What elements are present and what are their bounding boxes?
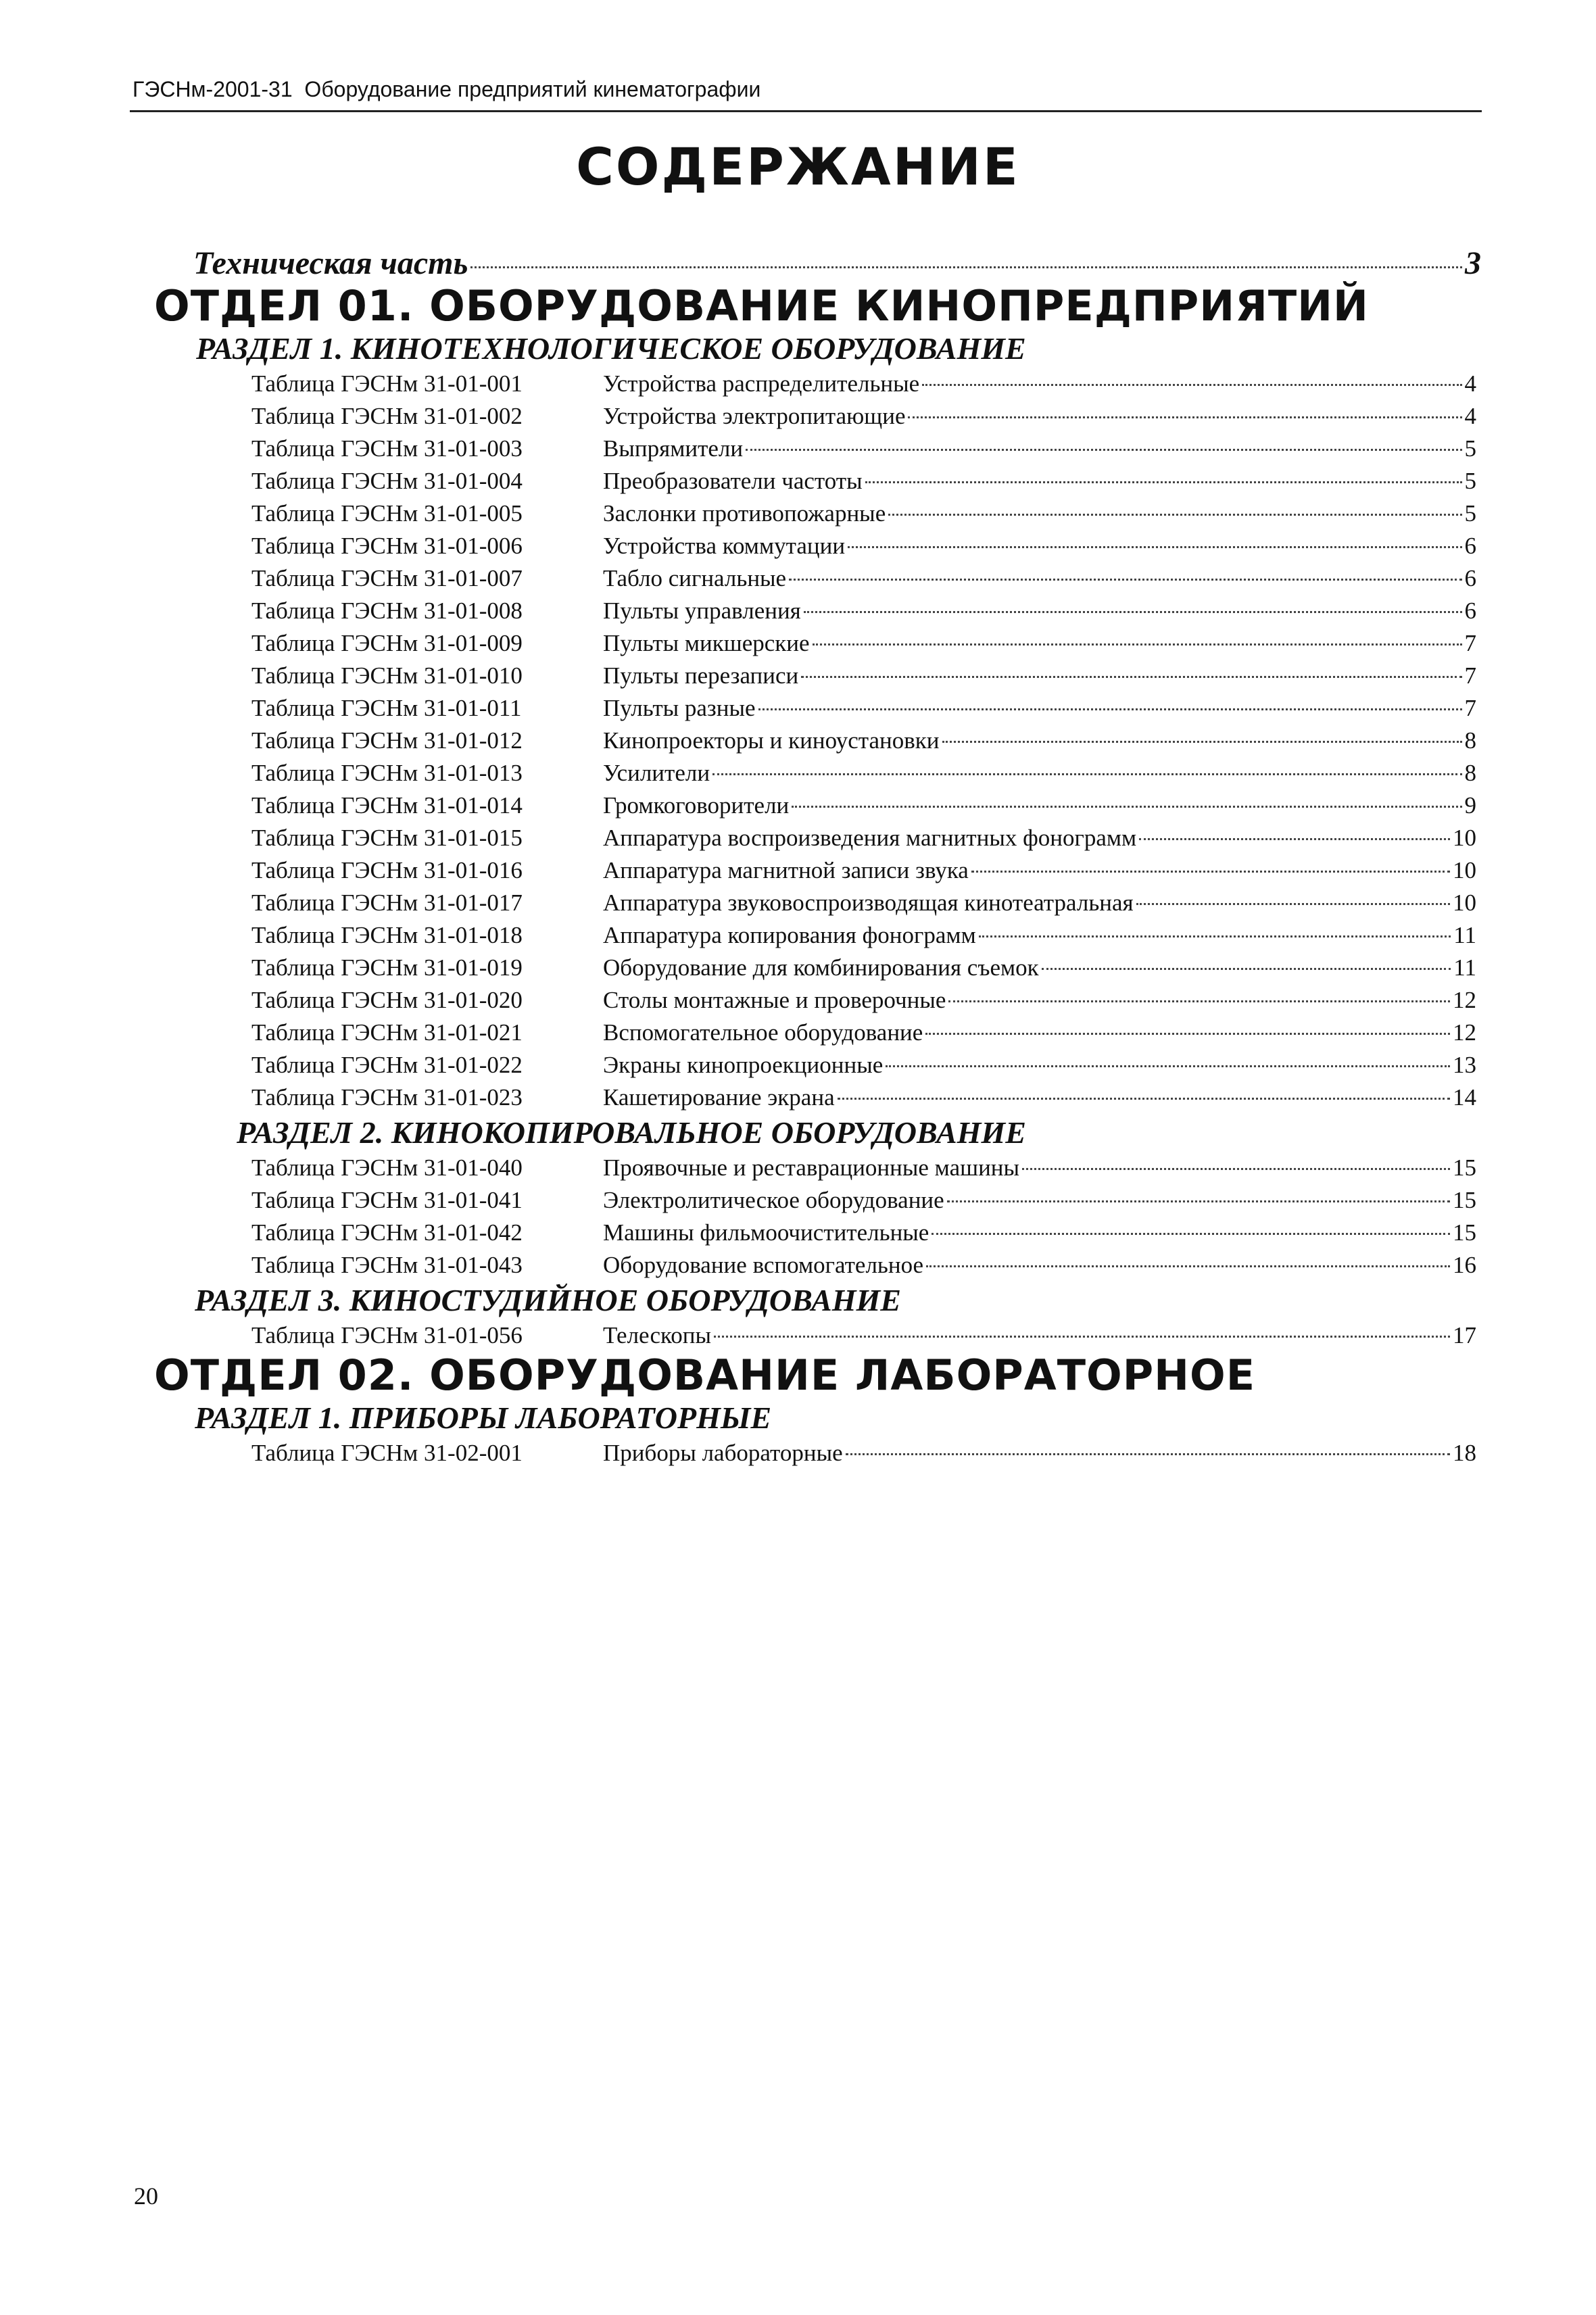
toc-entry[interactable] — [251, 1017, 1476, 1049]
dot-leader — [925, 1033, 1450, 1035]
dot-leader — [804, 611, 1462, 613]
dot-leader — [971, 871, 1450, 873]
entry-title: Выпрямители — [603, 435, 744, 462]
page-number: 20 — [134, 2183, 158, 2210]
entry-title: Кашетирование экрана — [603, 1084, 835, 1111]
entry-table-code: Таблица ГЭСНм 31-01-005 — [251, 500, 523, 527]
running-header: ГЭСНм-2001-31 Оборудование предприятий кинематографии — [132, 77, 761, 101]
dot-leader — [932, 1233, 1450, 1235]
entry-title: Вспомогательное оборудование — [603, 1019, 923, 1046]
entry-page-number: 5 — [1464, 500, 1476, 527]
toc-entry[interactable] — [251, 660, 1476, 692]
entry-table-code: Таблица ГЭСНм 31-01-010 — [251, 662, 523, 689]
entry-table-code: Таблица ГЭСНм 31-01-008 — [251, 598, 523, 624]
entry-table-code: Таблица ГЭСНм 31-01-040 — [251, 1154, 523, 1181]
entry-title: Пульты разные — [603, 695, 756, 721]
dot-leader — [801, 676, 1461, 678]
table-of-contents — [0, 245, 1596, 1469]
entry-table-code: Таблица ГЭСНм 31-01-018 — [251, 922, 523, 948]
toc-entry[interactable] — [251, 368, 1476, 400]
toc-intro-label: Техническая часть — [193, 245, 468, 281]
toc-entry[interactable] — [251, 465, 1476, 497]
entry-table-code: Таблица ГЭСНм 31-01-013 — [251, 760, 523, 786]
dot-leader — [470, 266, 1462, 268]
entry-page-number: 5 — [1464, 435, 1476, 462]
entry-title: Электролитическое оборудование — [603, 1187, 944, 1213]
toc-entry[interactable] — [251, 1184, 1476, 1217]
entry-page-number: 16 — [1453, 1252, 1476, 1278]
dot-leader — [846, 1453, 1450, 1455]
toc-entry[interactable] — [251, 1081, 1476, 1114]
toc-entry[interactable] — [251, 822, 1476, 854]
entry-table-code: Таблица ГЭСНм 31-01-017 — [251, 890, 523, 916]
dot-leader — [838, 1098, 1450, 1100]
entry-title: Табло сигнальные — [603, 565, 787, 591]
header-rule — [130, 110, 1482, 112]
dot-leader — [813, 643, 1462, 645]
toc-entry[interactable] — [251, 952, 1476, 984]
dot-leader — [888, 514, 1461, 516]
entry-page-number: 15 — [1453, 1154, 1476, 1181]
entry-title: Устройства распределительные — [603, 370, 920, 397]
toc-entry[interactable] — [251, 562, 1476, 595]
section-heading: РАЗДЕЛ 1. ПРИБОРЫ ЛАБОРАТОРНЫЕ — [195, 1400, 772, 1435]
toc-entry[interactable] — [251, 1437, 1476, 1469]
toc-entry[interactable] — [251, 433, 1476, 465]
entry-page-number: 10 — [1453, 857, 1476, 883]
toc-entry[interactable] — [251, 530, 1476, 562]
entry-table-code: Таблица ГЭСНм 31-01-041 — [251, 1187, 523, 1213]
entry-table-code: Таблица ГЭСНм 31-01-015 — [251, 825, 523, 851]
entry-title: Заслонки противопожарные — [603, 500, 886, 527]
entry-table-code: Таблица ГЭСНм 31-01-003 — [251, 435, 523, 462]
entry-page-number: 17 — [1453, 1322, 1476, 1348]
entry-title: Устройства электропитающие — [603, 403, 906, 429]
entry-page-number: 7 — [1464, 695, 1476, 721]
page-title: СОДЕРЖАНИЕ — [576, 137, 1020, 197]
dot-leader — [947, 1200, 1450, 1202]
toc-entry[interactable] — [251, 1217, 1476, 1249]
entry-title: Преобразователи частоты — [603, 468, 863, 494]
entry-title: Усилители — [603, 760, 710, 786]
dot-leader — [948, 1000, 1450, 1002]
dot-leader — [1139, 838, 1450, 840]
entry-page-number: 8 — [1464, 760, 1476, 786]
entry-table-code: Таблица ГЭСНм 31-01-021 — [251, 1019, 523, 1046]
toc-entry[interactable] — [251, 692, 1476, 725]
entry-table-code: Таблица ГЭСНм 31-01-012 — [251, 727, 523, 754]
entry-table-code: Таблица ГЭСНм 31-01-043 — [251, 1252, 523, 1278]
toc-entry[interactable] — [251, 627, 1476, 660]
toc-entry[interactable] — [251, 757, 1476, 789]
entry-page-number: 12 — [1453, 1019, 1476, 1046]
entry-page-number: 7 — [1464, 662, 1476, 689]
entry-title: Кинопроекторы и киноустановки — [603, 727, 940, 754]
entry-title: Устройства коммутации — [603, 533, 846, 559]
toc-intro-page: 3 — [1465, 245, 1481, 281]
toc-entry[interactable] — [251, 1249, 1476, 1282]
entry-table-code: Таблица ГЭСНм 31-01-009 — [251, 630, 523, 656]
entry-page-number: 11 — [1453, 954, 1476, 981]
entry-table-code: Таблица ГЭСНм 31-01-019 — [251, 954, 523, 981]
dot-leader — [1022, 1168, 1450, 1170]
entry-page-number: 6 — [1464, 565, 1476, 591]
entry-title: Экраны кинопроекционные — [603, 1052, 884, 1078]
dot-leader — [926, 1265, 1450, 1267]
entry-table-code: Таблица ГЭСНм 31-01-006 — [251, 533, 523, 559]
entry-table-code: Таблица ГЭСНм 31-01-042 — [251, 1219, 523, 1246]
toc-intro-line[interactable] — [193, 245, 1481, 283]
dot-leader — [712, 773, 1461, 775]
toc-entry[interactable] — [251, 1319, 1476, 1352]
entry-table-code: Таблица ГЭСНм 31-01-004 — [251, 468, 523, 494]
entry-page-number: 15 — [1453, 1187, 1476, 1213]
dot-leader — [789, 579, 1461, 581]
toc-entry[interactable] — [251, 1152, 1476, 1184]
entry-page-number: 10 — [1453, 825, 1476, 851]
section-heading: РАЗДЕЛ 1. КИНОТЕХНОЛОГИЧЕСКОЕ ОБОРУДОВАНИЕ — [196, 331, 1026, 366]
department-heading: ОТДЕЛ 01. ОБОРУДОВАНИЕ КИНОПРЕДПРИЯТИЙ — [154, 281, 1369, 331]
entry-page-number: 11 — [1453, 922, 1476, 948]
entry-title: Громкоговорители — [603, 792, 790, 819]
entry-title: Аппаратура копирования фонограмм — [603, 922, 976, 948]
entry-page-number: 14 — [1453, 1084, 1476, 1111]
dot-leader — [746, 449, 1461, 451]
entry-page-number: 13 — [1453, 1052, 1476, 1078]
entry-title: Телескопы — [603, 1322, 711, 1348]
entry-page-number: 18 — [1453, 1440, 1476, 1466]
entry-table-code: Таблица ГЭСНм 31-01-002 — [251, 403, 523, 429]
entry-title: Пульты управления — [603, 598, 801, 624]
entry-page-number: 4 — [1464, 370, 1476, 397]
entry-table-code: Таблица ГЭСНм 31-02-001 — [251, 1440, 523, 1466]
dot-leader — [792, 806, 1461, 808]
entry-page-number: 6 — [1464, 533, 1476, 559]
dot-leader — [848, 546, 1461, 548]
toc-entry[interactable] — [251, 1049, 1476, 1081]
section-heading: РАЗДЕЛ 3. КИНОСТУДИЙНОЕ ОБОРУДОВАНИЕ — [195, 1283, 901, 1317]
dot-leader — [714, 1336, 1450, 1338]
entry-title: Проявочные и реставрационные машины — [603, 1154, 1020, 1181]
entry-title: Аппаратура магнитной записи звука — [603, 857, 969, 883]
entry-page-number: 8 — [1464, 727, 1476, 754]
entry-page-number: 9 — [1464, 792, 1476, 819]
toc-entry[interactable] — [251, 984, 1476, 1017]
entry-table-code: Таблица ГЭСНм 31-01-014 — [251, 792, 523, 819]
entry-table-code: Таблица ГЭСНм 31-01-023 — [251, 1084, 523, 1111]
entry-title: Оборудование для комбинирования съемок — [603, 954, 1039, 981]
entry-table-code: Таблица ГЭСНм 31-01-016 — [251, 857, 523, 883]
entry-table-code: Таблица ГЭСНм 31-01-007 — [251, 565, 523, 591]
toc-entry[interactable] — [251, 497, 1476, 530]
section-heading: РАЗДЕЛ 2. КИНОКОПИРОВАЛЬНОЕ ОБОРУДОВАНИЕ — [237, 1115, 1026, 1150]
toc-entry[interactable] — [251, 400, 1476, 433]
toc-entry[interactable] — [251, 789, 1476, 822]
entry-table-code: Таблица ГЭСНм 31-01-056 — [251, 1322, 523, 1348]
dot-leader — [942, 741, 1462, 743]
toc-entry[interactable] — [251, 887, 1476, 919]
dot-leader — [886, 1065, 1450, 1067]
dot-leader — [908, 416, 1461, 418]
entry-page-number: 4 — [1464, 403, 1476, 429]
entry-page-number: 12 — [1453, 987, 1476, 1013]
dot-leader — [1042, 968, 1451, 970]
entry-page-number: 7 — [1464, 630, 1476, 656]
entry-title: Пульты микшерские — [603, 630, 810, 656]
dot-leader — [979, 935, 1451, 937]
entry-page-number: 6 — [1464, 598, 1476, 624]
entry-page-number: 5 — [1464, 468, 1476, 494]
entry-table-code: Таблица ГЭСНм 31-01-011 — [251, 695, 522, 721]
entry-table-code: Таблица ГЭСНм 31-01-020 — [251, 987, 523, 1013]
dot-leader — [922, 384, 1461, 386]
toc-entry[interactable] — [251, 854, 1476, 887]
dot-leader — [865, 481, 1462, 483]
entry-table-code: Таблица ГЭСНм 31-01-022 — [251, 1052, 523, 1078]
entry-title: Столы монтажные и проверочные — [603, 987, 946, 1013]
entry-title: Приборы лабораторные — [603, 1440, 843, 1466]
entry-title: Оборудование вспомогательное — [603, 1252, 924, 1278]
toc-entry[interactable] — [251, 595, 1476, 627]
entry-title: Аппаратура воспроизведения магнитных фонограмм — [603, 825, 1137, 851]
department-heading: ОТДЕЛ 02. ОБОРУДОВАНИЕ ЛАБОРАТОРНОЕ — [154, 1350, 1256, 1400]
toc-entry[interactable] — [251, 919, 1476, 952]
dot-leader — [758, 708, 1462, 710]
toc-entry[interactable] — [251, 725, 1476, 757]
entry-title: Аппаратура звуковоспроизводящая кинотеатральная — [603, 890, 1134, 916]
entry-table-code: Таблица ГЭСНм 31-01-001 — [251, 370, 523, 397]
entry-title: Пульты перезаписи — [603, 662, 799, 689]
entry-title: Машины фильмоочистительные — [603, 1219, 929, 1246]
toc-body — [0, 283, 1596, 1469]
dot-leader — [1136, 903, 1450, 905]
entry-page-number: 15 — [1453, 1219, 1476, 1246]
entry-page-number: 10 — [1453, 890, 1476, 916]
